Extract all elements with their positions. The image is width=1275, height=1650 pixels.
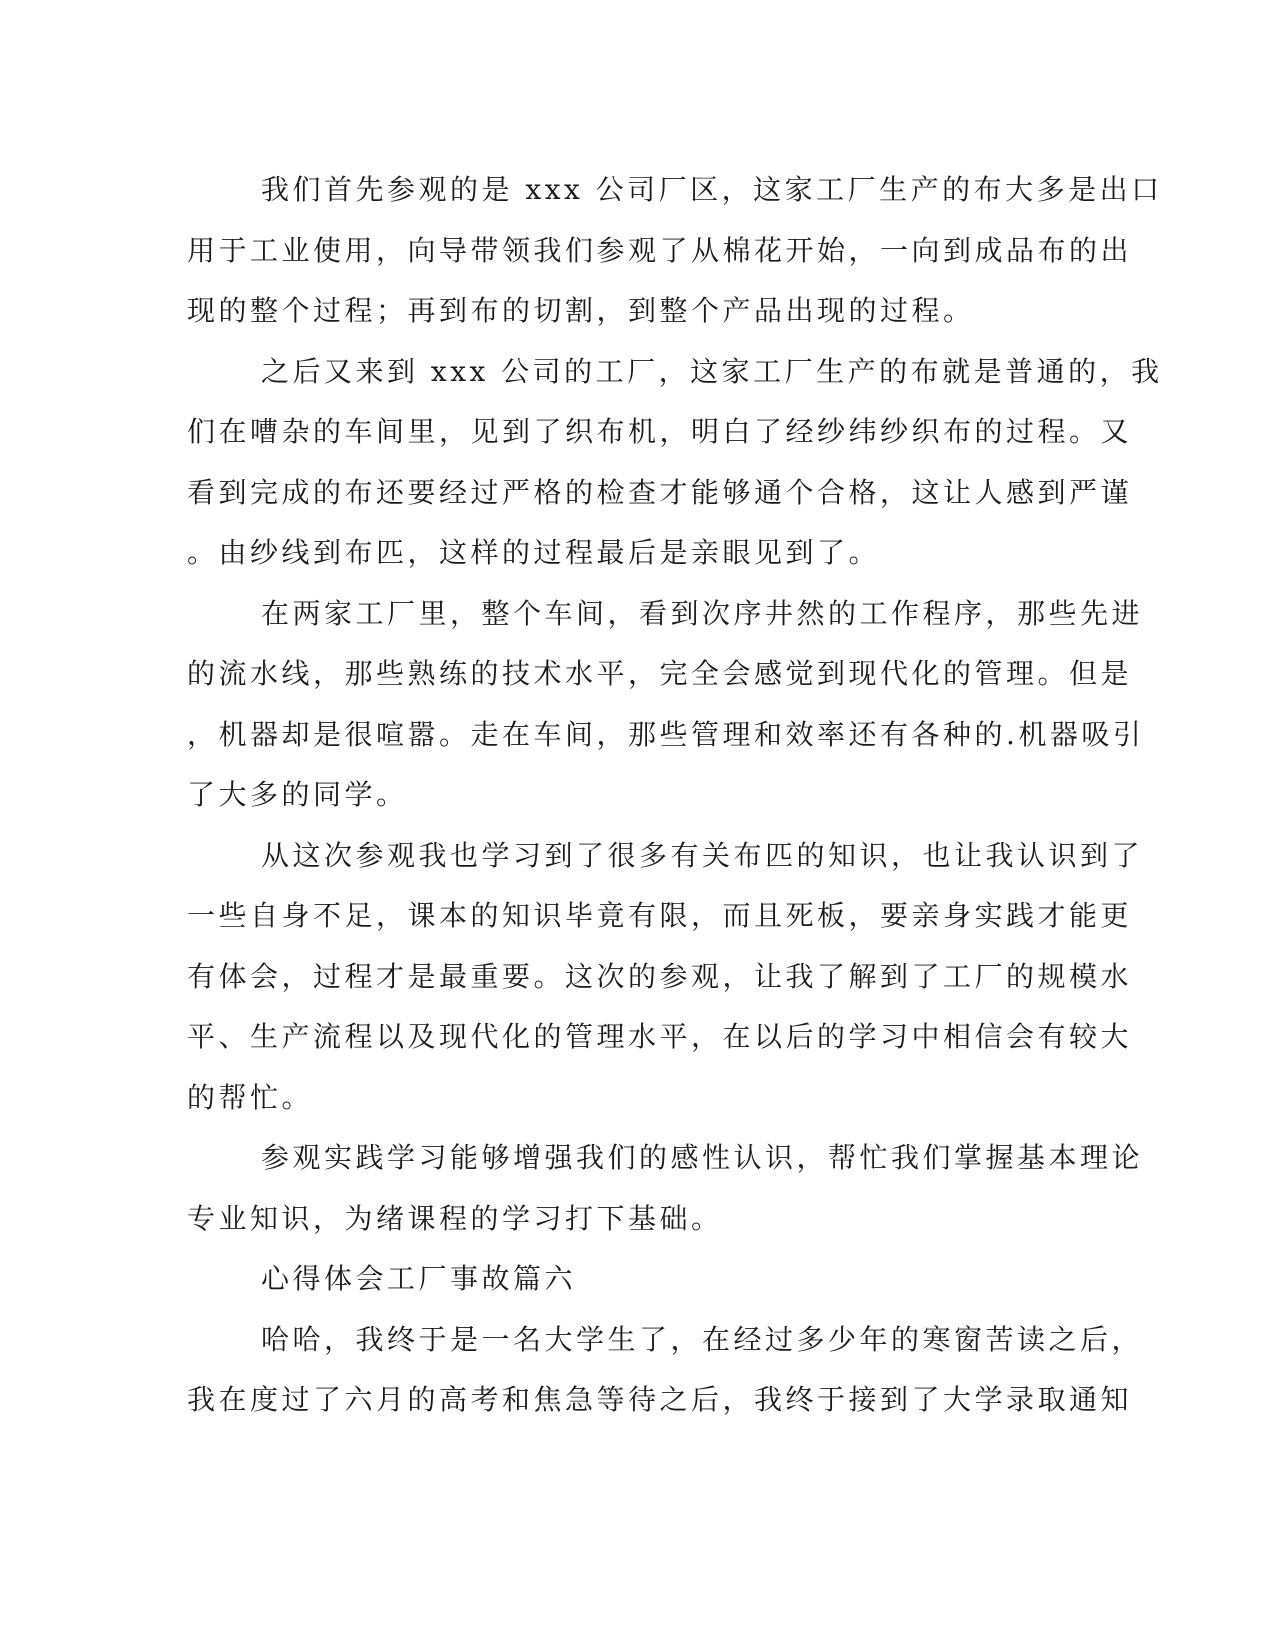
text-line: 平、生产流程以及现代化的管理水平，在以后的学习中相信会有较大 <box>187 1020 1133 1053</box>
text-line: 我们首先参观的是 xxx 公司厂区，这家工厂生产的布大多是出口 <box>261 173 1163 206</box>
text-line: 有体会，过程才是最重要。这次的参观，让我了解到了工厂的规模水 <box>187 959 1133 993</box>
text-line: 一些自身不足，课本的知识毕竟有限，而且死板，要亲身实践才能更 <box>187 899 1133 932</box>
text-line: 现的整个过程；再到布的切割，到整个产品出现的过程。 <box>187 294 975 327</box>
text-line: 从这次参观我也学习到了很多有关布匹的知识，也让我认识到了 <box>261 838 1144 872</box>
text-line: 之后又来到 xxx 公司的工厂，这家工厂生产的布就是普通的，我 <box>261 354 1163 388</box>
text-line: 参观实践学习能够增强我们的感性认识，帮忙我们掌握基本理论 <box>261 1141 1144 1174</box>
text-line: 们在嘈杂的车间里，见到了织布机，明白了经纱纬纱织布的过程。又 <box>187 415 1133 448</box>
section-heading: 心得体会工厂事故篇六 <box>261 1262 577 1295</box>
text-line: ，机器却是很喧嚣。走在车间，那些管理和效率还有各种的.机器吸引 <box>187 717 1145 751</box>
text-line: 在两家工厂里，整个车间，看到次序井然的工作程序，那些先进 <box>261 596 1144 630</box>
document-body <box>187 160 1163 1431</box>
text-line: 了大多的同学。 <box>187 778 408 811</box>
text-line: 。由纱线到布匹，这样的过程最后是亲眼见到了。 <box>187 536 881 569</box>
text-line: 我在度过了六月的高考和焦急等待之后，我终于接到了大学录取通知 <box>187 1383 1133 1416</box>
text-line: 哈哈，我终于是一名大学生了，在经过多少年的寒窗苦读之后， <box>261 1322 1144 1356</box>
text-line: 专业知识，为绪课程的学习打下基础。 <box>187 1201 723 1235</box>
text-line: 的流水线，那些熟练的技术水平，完全会感觉到现代化的管理。但是 <box>187 657 1133 690</box>
text-line: 的帮忙。 <box>187 1080 314 1114</box>
text-line: 看到完成的布还要经过严格的检查才能够通个合格，这让人感到严谨 <box>187 475 1133 509</box>
text-line: 用于工业使用，向导带领我们参观了从棉花开始，一向到成品布的出 <box>187 233 1133 267</box>
